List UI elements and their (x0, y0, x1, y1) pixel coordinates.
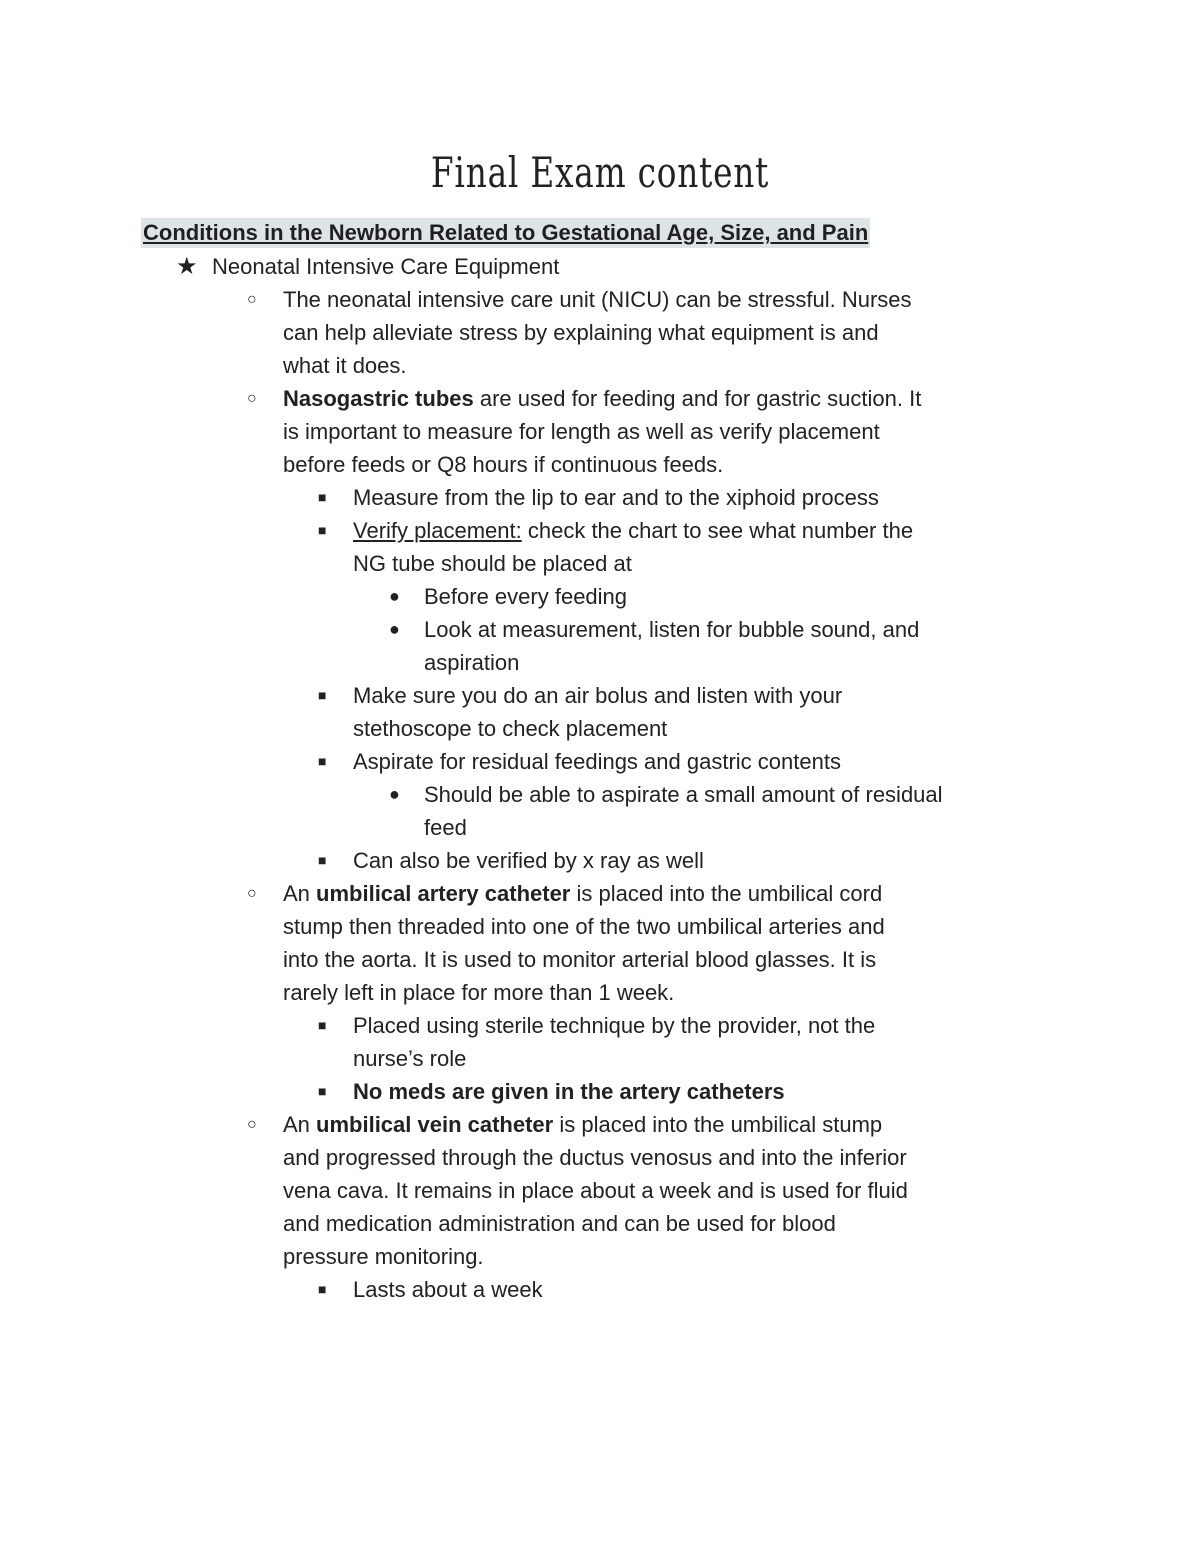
uac-text-line-4: rarely left in place for more than 1 week. (283, 980, 675, 1005)
air-bolus-line-1: Make sure you do an air bolus and listen with your (353, 683, 843, 708)
aspirate-item: Aspirate for residual feedings and gastric contents (353, 749, 841, 774)
uvc-pre: An (283, 1112, 317, 1137)
uvc-line-1-rest: is placed into the umbilical stump (553, 1112, 883, 1137)
nicu-text-line-1: The neonatal intensive care unit (NICU) can be stressful. Nurses (283, 287, 912, 312)
ng-verify-line-1 (353, 514, 913, 547)
document-title: Final Exam content (430, 148, 770, 197)
ng-verify-line-2: NG tube should be placed at (353, 551, 632, 576)
uvc-term: umbilical vein catheter (316, 1112, 554, 1137)
xray-item: Can also be verified by x ray as well (353, 848, 704, 873)
look-measurement-line-2: aspiration (424, 650, 520, 675)
nicu-text-line-3: what it does. (283, 353, 407, 378)
section-heading: Conditions in the Newborn Related to Gestational Age, Size, and Pain (141, 218, 870, 248)
uac-text-line-1 (283, 877, 882, 910)
uac-text-line-2: stump then threaded into one of the two umbilical arteries and (283, 914, 885, 939)
ng-measure-item: Measure from the lip to ear and to the xiphoid process (353, 485, 879, 510)
square-bullet-icon: ■ (318, 1017, 327, 1033)
square-bullet-icon: ■ (318, 753, 327, 769)
square-bullet-icon: ■ (318, 1083, 327, 1099)
ng-text-line-1-rest: are used for feeding and for gastric suction. It (473, 386, 922, 411)
ng-text-line-3: before feeds or Q8 hours if continuous feeds. (283, 452, 724, 477)
sterile-line-1: Placed using sterile technique by the provider, not the (353, 1013, 876, 1038)
nicu-text-line-2: can help alleviate stress by explaining what equipment is and (283, 320, 879, 345)
look-measurement-line-1: Look at measurement, listen for bubble sound, and (424, 617, 920, 642)
ng-text-line-2: is important to measure for length as well as verify placement (283, 419, 880, 444)
uac-term: umbilical artery catheter (316, 881, 571, 906)
uvc-text-line-4: and medication administration and can be used for blood (283, 1211, 836, 1236)
circle-bullet-icon: ○ (247, 291, 257, 308)
verify-placement-label: Verify placement: (353, 518, 522, 543)
circle-bullet-icon: ○ (247, 885, 257, 902)
sterile-line-2: nurse’s role (353, 1046, 467, 1071)
dot-bullet-icon: ● (389, 784, 400, 804)
star-bullet-icon: ★ (176, 253, 198, 280)
square-bullet-icon: ■ (318, 852, 327, 868)
before-feeding-item: Before every feeding (424, 584, 628, 609)
square-bullet-icon: ■ (318, 489, 327, 505)
uac-text-line-3: into the aorta. It is used to monitor arterial blood glasses. It is (283, 947, 877, 972)
aspirate-residual-line-1: Should be able to aspirate a small amount of residual (424, 782, 943, 807)
uac-pre: An (283, 881, 317, 906)
list-item-neonatal-equipment: Neonatal Intensive Care Equipment (212, 254, 560, 279)
square-bullet-icon: ■ (318, 522, 327, 538)
circle-bullet-icon: ○ (247, 390, 257, 407)
uvc-text-line-5: pressure monitoring. (283, 1244, 484, 1269)
dot-bullet-icon: ● (389, 586, 400, 606)
uvc-text-line-2: and progressed through the ductus venosus and into the inferior (283, 1145, 907, 1170)
uac-line-1-rest: is placed into the umbilical cord (570, 881, 883, 906)
uvc-text-line-3: vena cava. It remains in place about a week and is used for fluid (283, 1178, 908, 1203)
no-meds-item: No meds are given in the artery catheters (353, 1079, 785, 1104)
square-bullet-icon: ■ (318, 1281, 327, 1297)
square-bullet-icon: ■ (318, 687, 327, 703)
ng-text-line-1 (283, 382, 921, 415)
dot-bullet-icon: ● (389, 619, 400, 639)
verify-line-1-rest: check the chart to see what number the (521, 518, 914, 543)
circle-bullet-icon: ○ (247, 1116, 257, 1133)
ng-term: Nasogastric tubes (283, 386, 474, 411)
air-bolus-line-2: stethoscope to check placement (353, 716, 668, 741)
lasts-week-item: Lasts about a week (353, 1277, 543, 1302)
uvc-text-line-1 (283, 1108, 882, 1141)
aspirate-residual-line-2: feed (424, 815, 467, 840)
